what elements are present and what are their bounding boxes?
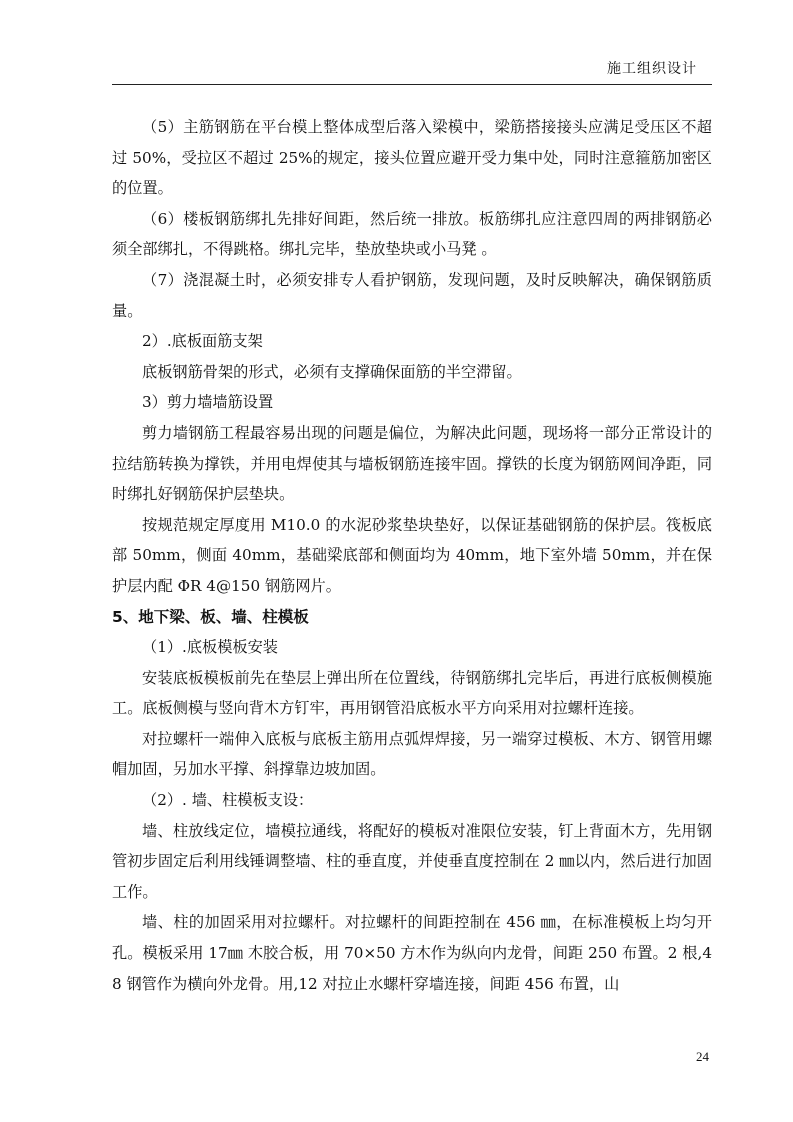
paragraph-concrete-watch: （7）浇混凝土时，必须安排专人看护钢筋，发现问题，及时反映解决，确保钢筋质量。 — [112, 270, 712, 320]
page-number: 24 — [696, 1049, 709, 1064]
paragraph-wall-column-reinforce: 墙、柱的加固采用对拉螺杆。对拉螺杆的间距控制在 456 ㎜，在标准模板上均匀开孔。模板采用 17㎜ 木胶合板，用 70×50 方木作为纵向内龙骨，间距 250 布置。2 根,48 钢管作为横向外龙骨。用,12 对拉止水螺杆穿墙连接，间距 456 布置，山 — [112, 913, 712, 993]
subheading-wall-column-formwork: （2）. 墙、柱模板支设： — [142, 791, 314, 810]
paragraph-slab-support: 底板钢筋骨架的形式，必须有支撑确保面筋的半空滞留。 — [142, 362, 522, 381]
header-title: 施工组织设计 — [607, 61, 697, 77]
paragraph-cover-layer: 按规范规定厚度用 M10.0 的水泥砂浆垫块垫好，以保证基础钢筋的保护层。筏板底部 50mm，侧面 40mm，基础梁底部和侧面均为 40mm，地下室外墙 50mm，并在保护层内配 ΦR 4@150 钢筋网片。 — [112, 515, 712, 595]
paragraph-rebar-main: （5）主筋钢筋在平台模上整体成型后落入梁模中，梁筋搭接接头应满足受压区不超过 50%，受拉区不超过 25%的规定，接头位置应避开受力集中处，同时注意箍筋加密区的位置。 — [112, 118, 712, 198]
paragraph-wall-column-setup: 墙、柱放线定位，墙模拉通线，将配好的模板对准限位安装，钉上背面木方，先用钢管初步固定后利用线锤调整墙、柱的垂直度，并使垂直度控制在 2 ㎜以内，然后进行加固工作。 — [112, 821, 712, 901]
header-rule — [112, 84, 712, 85]
subheading-shear-wall: 3）剪力墙墙筋设置 — [142, 393, 274, 412]
document-body — [112, 112, 712, 999]
subheading-slab-support: 2）.底板面筋支架 — [142, 332, 263, 351]
paragraph-tie-bolt: 对拉螺杆一端伸入底板与底板主筋用点弧焊焊接，另一端穿过模板、木方、钢管用螺帽加固，另加水平撑、斜撑靠边坡加固。 — [112, 729, 712, 779]
section-heading-formwork: 5、地下梁、板、墙、柱模板 — [112, 607, 309, 626]
paragraph-slab-rebar: （6）楼板钢筋绑扎先排好间距，然后统一排放。板筋绑扎应注意四周的两排钢筋必须全部绑扎，不得跳格。绑扎完毕，垫放垫块或小马凳 。 — [112, 209, 712, 259]
paragraph-shear-wall: 剪力墙钢筋工程最容易出现的问题是偏位，为解决此问题，现场将一部分正常设计的拉结筋转换为撑铁，并用电焊使其与墙板钢筋连接牢固。撑铁的长度为钢筋网间净距，同时绑扎好钢筋保护层垫块。 — [112, 423, 712, 504]
paragraph-slab-formwork: 安装底板模板前先在垫层上弹出所在位置线，待钢筋绑扎完毕后，再进行底板侧模施工。底板侧模与竖向背木方钉牢，再用钢管沿底板水平方向采用对拉螺杆连接。 — [112, 668, 712, 718]
subheading-slab-formwork: （1）.底板模板安装 — [142, 638, 278, 657]
